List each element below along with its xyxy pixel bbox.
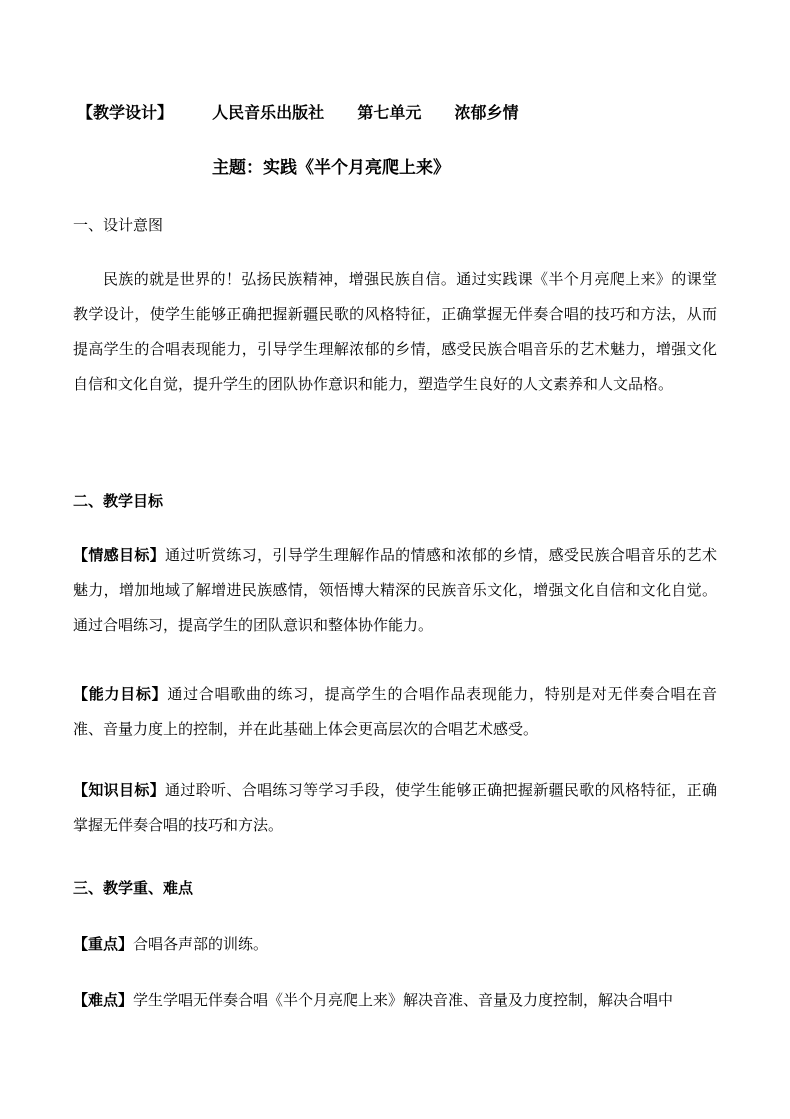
paragraph-knowledge-goal (73, 773, 717, 843)
section-heading-goals: 二、教学目标 (73, 492, 164, 510)
header-line (77, 103, 519, 123)
paragraph-emotion-goal (73, 538, 717, 643)
paragraph-ability-goal (73, 677, 717, 747)
ability-goal-tag: 【能力目标】 (73, 685, 168, 703)
section-heading-key-points: 三、教学重、难点 (73, 879, 194, 897)
header-unit-title: 浓郁乡情 (454, 103, 519, 122)
key-point-tag: 【重点】 (73, 935, 134, 953)
paragraph-design-intent: 民族的就是世界的！弘扬民族精神，增强民族自信。通过实践课《半个月亮爬上来》的课堂教学设计，使学生能够正确把握新疆民歌的风格特征，正确掌握无伴奏合唱的技巧和方法，从而提高学生的合唱表现能力，引导学生理解浓郁的乡情，感受民族合唱音乐的艺术魅力，增强文化自信和文化自觉，提升学生的团队协作意识和能力，塑造学生良好的人文素养和人文品格。 (73, 270, 717, 393)
key-point-line (73, 934, 268, 954)
section-heading-design: 一、设计意图 (73, 216, 164, 234)
knowledge-goal-text: 通过聆听、合唱练习等学习手段，使学生能够正确把握新疆民歌的风格特征，正确掌握无伴奏合唱的技巧和方法。 (73, 781, 717, 834)
knowledge-goal-tag: 【知识目标】 (73, 781, 166, 799)
header-unit: 第七单元 (357, 103, 422, 122)
header-label: 【教学设计】 (77, 103, 174, 122)
header-publisher: 人民音乐出版社 (212, 103, 325, 122)
ability-goal-text: 通过合唱歌曲的练习，提高学生的合唱作品表现能力，特别是对无伴奏合唱在音准、音量力度上的控制，并在此基础上体会更高层次的合唱艺术感受。 (73, 685, 717, 738)
page-title: 主题：实践《半个月亮爬上来》 (212, 158, 450, 178)
difficulty-text: 学生学唱无伴奏合唱《半个月亮爬上来》解决音准、音量及力度控制，解决合唱中 (133, 991, 674, 1009)
emotion-goal-tag: 【情感目标】 (73, 546, 166, 564)
key-point-text: 合唱各声部的训练。 (133, 935, 269, 953)
difficulty-tag: 【难点】 (73, 991, 134, 1009)
difficulty-line (73, 990, 673, 1010)
emotion-goal-text: 通过听赏练习，引导学生理解作品的情感和浓郁的乡情，感受民族合唱音乐的艺术魅力，增加地域了解增进民族感情，领悟博大精深的民族音乐文化，增强文化自信和文化自觉。通过合唱练习，提高学生的团队意识和整体协作能力。 (73, 546, 717, 634)
